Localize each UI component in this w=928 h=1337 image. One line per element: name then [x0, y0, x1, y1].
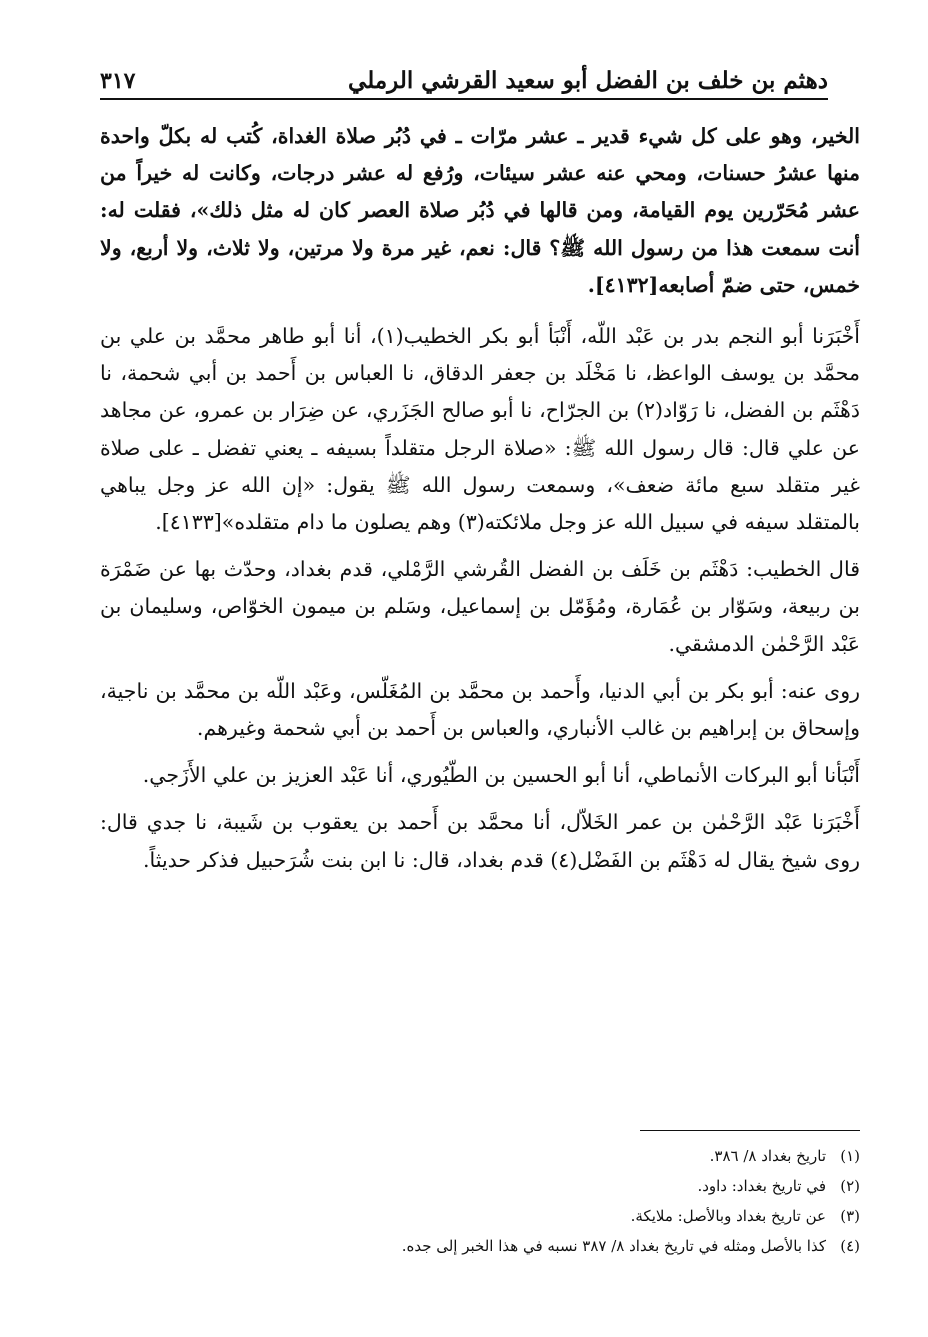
footnote-text: عن تاريخ بغداد وبالأصل: ملايكة.: [630, 1207, 826, 1225]
footnote-number: (٤): [840, 1237, 860, 1255]
body-text: [100, 118, 860, 889]
footnote-2: [100, 1171, 860, 1201]
paragraph-2: أَخْبَرَنا أبو النجم بدر بن عَبْد اللّه، أَنْبَأ أبو بكر الخطيب(١)، أنا أبو طاهر محمَّد بن علي بن محمَّد بن يوسف الواعظ، نا مَخْلَد بن جعفر الدقاق، نا العباس بن أَحمد بن أبي شحمة، نا دَهْثَم بن الفضل، نا رَوّاد(٢) بن الجرّاح، نا أبو صالح الجَزَري، عن ضِرَار بن عمرو، عن مجاهد عن علي قال: قال رسول الله ﷺ: «صلاة الرجل متقلداً بسيفه ـ يعني تفضل ـ على صلاة غير متقلد سبع مائة ضعف»، وسمعت رسول الله ﷺ يقول: «إن الله عز وجل يباهي بالمتقلد سيفه في سبيل الله عز وجل ملائكته(٣) وهم يصلون ما دام متقلده»[٤١٣٣].: [100, 324, 860, 535]
paragraph-4: روى عنه: أبو بكر بن أبي الدنيا، وأَحمد بن محمَّد بن المُغَلّس، وعَبْد اللّه بن محمَّد بن ناجية، وإسحاق بن إبراهيم بن غالب الأنباري، والعباس بن أَحمد بن أبي شحمة وغيرهم.: [100, 678, 860, 741]
footnote-1: [100, 1141, 860, 1171]
page-number: ٣١٧: [100, 68, 136, 94]
page-header: [100, 56, 828, 100]
paragraph-6: أَخْبَرَنا عَبْد الرَّحْمٰن بن عمر الخَلاّل، أنا محمَّد بن أَحمد بن يعقوب بن شَيبة، نا جدي قال: روى شيخ يقال له دَهْثَم بن الفَضْل(٤) قدم بغداد، قال: نا ابن بنت شُرَحبيل فذكر حديثاً.: [100, 810, 860, 872]
footnote-3: [100, 1201, 860, 1231]
footnote-text: تاريخ بغداد ٨/ ٣٨٦.: [709, 1147, 826, 1165]
footnote-divider: [640, 1130, 860, 1131]
running-title: دهثم بن خلف بن الفضل أبو سعيد القرشي الرملي: [348, 67, 828, 94]
paragraph-3: قال الخطيب: دَهْثَم بن خَلَف بن الفضل القُرشي الرَّمْلي، قدم بغداد، وحدّث بها عن ضَمْرَة بن ربيعة، وسَوّار بن عُمَارة، ومُؤَمّل بن إسماعيل، وسَلم بن ميمون الخوّاص، وسليمان بن عَبْد الرَّحْمٰن الدمشقي.: [100, 557, 860, 656]
footnote-text: كذا بالأصل ومثله في تاريخ بغداد ٨/ ٣٨٧ نسبه في هذا الخبر إلى جده.: [401, 1237, 826, 1255]
paragraph-1: الخير، وهو على كل شيء قدير ـ عشر مرّات ـ في دُبُر صلاة الغداة، كُتب له بكلّ واحدة منها عشرُ حسنات، ومحي عنه عشر سيئات، ورُفع له عشر درجات، وكانت له خيراً من عشر مُحَرّرين يوم القيامة، ومن قالها في دُبُر صلاة العصر كان له مثل ذلك»، فقلت له: أنت سمعت هذا من رسول الله ﷺ؟ قال: نعم، غير مرة ولا مرتين، ولا ثلاث، ولا أربع، ولا خمس، حتى ضمّ أصابعه[٤١٣٢].: [100, 124, 860, 297]
footnote-number: (١): [840, 1147, 860, 1165]
footnote-number: (٣): [840, 1207, 860, 1225]
paragraph-5: أَنْبَأنا أبو البركات الأنماطي، أنا أبو الحسين بن الطّيُوري، أنا عَبْد العزيز بن علي الأَزَجي.: [142, 763, 860, 788]
footnotes: [100, 1130, 860, 1261]
footnote-4: [100, 1231, 860, 1261]
footnote-number: (٢): [840, 1177, 860, 1195]
footnote-text: في تاريخ بغداد: داود.: [697, 1177, 826, 1195]
